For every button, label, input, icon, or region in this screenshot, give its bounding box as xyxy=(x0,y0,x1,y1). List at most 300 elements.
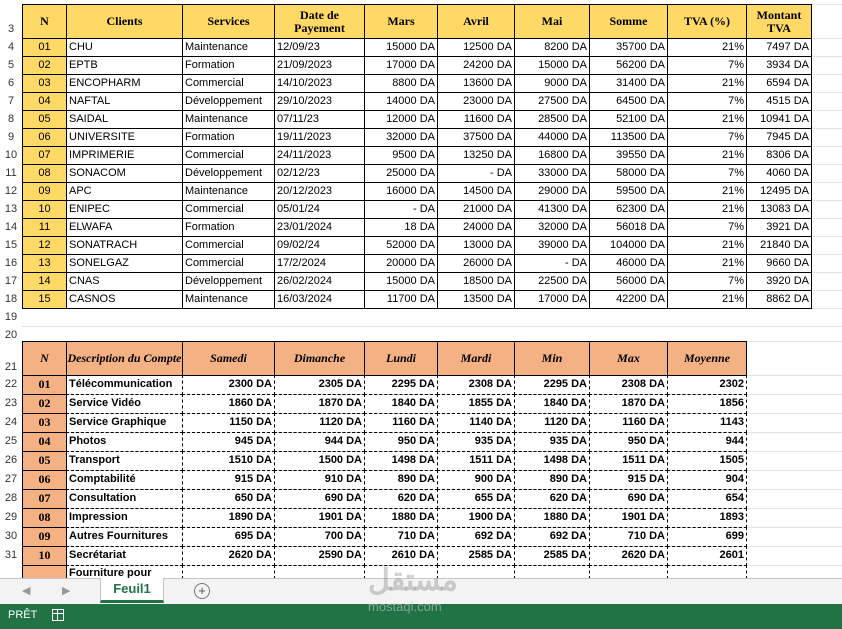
t2-cell-n[interactable]: 02 xyxy=(22,394,67,414)
t2-cell-max[interactable]: 915 DA xyxy=(589,470,668,490)
t1-header-mars: Mars xyxy=(364,4,438,39)
t2-cell-samedi[interactable]: 1890 DA xyxy=(182,508,275,528)
t2-cell-min[interactable]: 1498 DA xyxy=(514,451,590,471)
t1-cell-clients[interactable]: ENIPEC xyxy=(66,200,183,219)
t1-cell-clients[interactable]: NAFTAL xyxy=(66,92,183,111)
t1-cell-mars[interactable]: 17000 DA xyxy=(364,56,438,75)
t2-cell-empty[interactable] xyxy=(589,565,668,579)
t2-cell-lundi[interactable]: 620 DA xyxy=(364,489,438,509)
watermark-arabic: مستقل xyxy=(368,564,458,597)
t2-cell-mardi[interactable]: 2585 DA xyxy=(437,546,515,566)
t1-cell-mars[interactable]: - DA xyxy=(364,200,438,219)
row-number[interactable]: 23 xyxy=(4,397,18,409)
t2-cell-dimanche[interactable]: 700 DA xyxy=(274,527,365,547)
t1-header-avril: Avril xyxy=(437,4,515,39)
t1-cell-mai[interactable]: 44000 DA xyxy=(514,128,590,147)
t1-cell-mars[interactable]: 32000 DA xyxy=(364,128,438,147)
t1-cell-montant[interactable]: 10941 DA xyxy=(746,110,812,129)
t1-cell-avril[interactable]: 11600 DA xyxy=(437,110,515,129)
t2-cell-min[interactable]: 1880 DA xyxy=(514,508,590,528)
t2-cell-n[interactable]: 06 xyxy=(22,470,67,490)
t2-cell-moyenne[interactable]: 654 xyxy=(667,489,747,509)
t1-cell-mars[interactable]: 15000 DA xyxy=(364,272,438,291)
row-number[interactable]: 20 xyxy=(4,329,18,341)
t1-cell-avril[interactable]: 21000 DA xyxy=(437,200,515,219)
t2-cell-dimanche[interactable]: 1120 DA xyxy=(274,413,365,433)
t1-cell-montant[interactable]: 7497 DA xyxy=(746,38,812,57)
t2-cell-moyenne[interactable]: 1893 xyxy=(667,508,747,528)
t1-cell-montant[interactable]: 4515 DA xyxy=(746,92,812,111)
t1-cell-avril[interactable]: 12500 DA xyxy=(437,38,515,57)
t1-cell-n[interactable]: 15 xyxy=(22,290,67,309)
t1-cell-tva[interactable]: 21% xyxy=(667,38,747,57)
row-number[interactable]: 29 xyxy=(4,511,18,523)
t1-cell-montant[interactable]: 12495 DA xyxy=(746,182,812,201)
t1-cell-mai[interactable]: 15000 DA xyxy=(514,56,590,75)
row-number[interactable]: 10 xyxy=(4,149,18,161)
t1-cell-tva[interactable]: 21% xyxy=(667,146,747,165)
t1-cell-date[interactable]: 23/01/2024 xyxy=(274,218,365,237)
t1-cell-mai[interactable]: 39000 DA xyxy=(514,236,590,255)
t1-cell-tva[interactable]: 7% xyxy=(667,56,747,75)
t1-cell-n[interactable]: 10 xyxy=(22,200,67,219)
t1-cell-date[interactable]: 24/11/2023 xyxy=(274,146,365,165)
t1-cell-somme[interactable]: 42200 DA xyxy=(589,290,668,309)
t2-cell-empty[interactable] xyxy=(182,565,275,579)
t1-cell-clients[interactable]: CHU xyxy=(66,38,183,57)
t2-cell-desc[interactable]: Photos xyxy=(66,432,183,452)
t1-cell-avril[interactable]: 37500 DA xyxy=(437,128,515,147)
t1-cell-mai[interactable]: 17000 DA xyxy=(514,290,590,309)
t2-cell-dimanche[interactable]: 944 DA xyxy=(274,432,365,452)
t1-cell-somme[interactable]: 46000 DA xyxy=(589,254,668,273)
t1-cell-tva[interactable]: 21% xyxy=(667,200,747,219)
t1-cell-somme[interactable]: 31400 DA xyxy=(589,74,668,93)
t1-cell-n[interactable]: 12 xyxy=(22,236,67,255)
t2-cell-min[interactable]: 2295 DA xyxy=(514,375,590,395)
t1-cell-avril[interactable]: - DA xyxy=(437,164,515,183)
t1-cell-services[interactable]: Développement xyxy=(182,92,275,111)
t1-cell-mai[interactable]: 28500 DA xyxy=(514,110,590,129)
t2-cell-max[interactable]: 2620 DA xyxy=(589,546,668,566)
t2-cell-desc[interactable]: Comptabilité xyxy=(66,470,183,490)
t1-header-montant: Montant TVA xyxy=(746,4,812,39)
t2-cell-mardi[interactable]: 1900 DA xyxy=(437,508,515,528)
row-number[interactable]: 24 xyxy=(4,416,18,428)
t2-cell-mardi[interactable]: 1855 DA xyxy=(437,394,515,414)
t1-cell-somme[interactable]: 56200 DA xyxy=(589,56,668,75)
t2-cell-samedi[interactable]: 1510 DA xyxy=(182,451,275,471)
t2-cell-empty[interactable] xyxy=(514,565,590,579)
t1-header-services: Services xyxy=(182,4,275,39)
t1-cell-clients[interactable]: SONELGAZ xyxy=(66,254,183,273)
t1-cell-date[interactable]: 07/11/23 xyxy=(274,110,365,129)
t1-cell-somme[interactable]: 35700 DA xyxy=(589,38,668,57)
scroll-left-icon[interactable]: ◀ xyxy=(22,585,31,597)
t2-cell-mardi[interactable]: 1140 DA xyxy=(437,413,515,433)
t2-cell-min[interactable]: 935 DA xyxy=(514,432,590,452)
t2-cell-n[interactable]: 08 xyxy=(22,508,67,528)
t2-partial-desc[interactable]: Fourniture pour xyxy=(66,565,183,579)
t1-cell-date[interactable]: 02/12/23 xyxy=(274,164,365,183)
t1-cell-somme[interactable]: 56000 DA xyxy=(589,272,668,291)
t1-cell-mars[interactable]: 25000 DA xyxy=(364,164,438,183)
t1-cell-n[interactable]: 06 xyxy=(22,128,67,147)
t1-cell-montant[interactable]: 21840 DA xyxy=(746,236,812,255)
watermark-latin: mostaql.com xyxy=(368,599,442,614)
t2-cell-lundi[interactable]: 2610 DA xyxy=(364,546,438,566)
t1-cell-tva[interactable]: 7% xyxy=(667,218,747,237)
plus-circle-icon[interactable]: + xyxy=(194,583,210,599)
t2-cell-lundi[interactable]: 710 DA xyxy=(364,527,438,547)
t1-cell-montant[interactable]: 3920 DA xyxy=(746,272,812,291)
t1-cell-mai[interactable]: 32000 DA xyxy=(514,218,590,237)
t1-cell-n[interactable]: 13 xyxy=(22,254,67,273)
t2-cell-mardi[interactable]: 2308 DA xyxy=(437,375,515,395)
row-number[interactable]: 4 xyxy=(7,41,15,53)
t1-cell-avril[interactable]: 26000 DA xyxy=(437,254,515,273)
t2-cell-max[interactable]: 710 DA xyxy=(589,527,668,547)
t1-cell-avril[interactable]: 14500 DA xyxy=(437,182,515,201)
t2-cell-samedi[interactable]: 2300 DA xyxy=(182,375,275,395)
t1-cell-clients[interactable]: SAIDAL xyxy=(66,110,183,129)
row-number[interactable]: 14 xyxy=(4,221,18,233)
t2-cell-n[interactable]: 10 xyxy=(22,546,67,566)
t1-cell-montant[interactable]: 4060 DA xyxy=(746,164,812,183)
t2-cell-moyenne[interactable]: 944 xyxy=(667,432,747,452)
t1-cell-services[interactable]: Commercial xyxy=(182,74,275,93)
row-number[interactable]: 17 xyxy=(4,275,18,287)
t1-cell-clients[interactable]: CNAS xyxy=(66,272,183,291)
row-number[interactable]: 8 xyxy=(7,113,15,125)
t1-cell-date[interactable]: 19/11/2023 xyxy=(274,128,365,147)
row-number[interactable]: 31 xyxy=(4,549,18,561)
t1-cell-clients[interactable]: IMPRIMERIE xyxy=(66,146,183,165)
row-number[interactable]: 18 xyxy=(4,293,18,305)
t2-cell-moyenne[interactable]: 2601 xyxy=(667,546,747,566)
t1-cell-avril[interactable]: 13600 DA xyxy=(437,74,515,93)
t1-cell-clients[interactable]: SONATRACH xyxy=(66,236,183,255)
row-number[interactable]: 25 xyxy=(4,435,18,447)
t2-header-desc: Description du Compte xyxy=(66,341,183,376)
t1-cell-date[interactable]: 14/10/2023 xyxy=(274,74,365,93)
t1-cell-date[interactable]: 29/10/2023 xyxy=(274,92,365,111)
t2-cell-moyenne[interactable]: 1856 xyxy=(667,394,747,414)
t1-cell-mai[interactable]: 8200 DA xyxy=(514,38,590,57)
t2-cell-moyenne[interactable]: 2302 xyxy=(667,375,747,395)
t2-cell-samedi[interactable]: 915 DA xyxy=(182,470,275,490)
t1-cell-services[interactable]: Commercial xyxy=(182,254,275,273)
t2-cell-dimanche[interactable]: 2305 DA xyxy=(274,375,365,395)
row-number[interactable]: 12 xyxy=(4,185,18,197)
t1-header-clients: Clients xyxy=(66,4,183,39)
t2-cell-min[interactable]: 1120 DA xyxy=(514,413,590,433)
t1-cell-mai[interactable]: 41300 DA xyxy=(514,200,590,219)
t1-cell-mars[interactable]: 14000 DA xyxy=(364,92,438,111)
t1-header-n: N xyxy=(22,4,67,39)
t1-cell-somme[interactable]: 62300 DA xyxy=(589,200,668,219)
t1-cell-mars[interactable]: 16000 DA xyxy=(364,182,438,201)
t2-cell-desc[interactable]: Secrétariat xyxy=(66,546,183,566)
t2-cell-max[interactable]: 2308 DA xyxy=(589,375,668,395)
t2-cell-lundi[interactable]: 1880 DA xyxy=(364,508,438,528)
t1-cell-tva[interactable]: 7% xyxy=(667,272,747,291)
t2-cell-mardi[interactable]: 1511 DA xyxy=(437,451,515,471)
t2-cell-min[interactable]: 1840 DA xyxy=(514,394,590,414)
t1-cell-avril[interactable]: 24200 DA xyxy=(437,56,515,75)
t1-cell-n[interactable]: 04 xyxy=(22,92,67,111)
t1-cell-somme[interactable]: 113500 DA xyxy=(589,128,668,147)
gridline xyxy=(22,326,842,327)
t1-cell-somme[interactable]: 56018 DA xyxy=(589,218,668,237)
t2-cell-max[interactable]: 1901 DA xyxy=(589,508,668,528)
t2-cell-mardi[interactable]: 655 DA xyxy=(437,489,515,509)
t1-cell-n[interactable]: 11 xyxy=(22,218,67,237)
t1-cell-avril[interactable]: 13500 DA xyxy=(437,290,515,309)
t2-cell-max[interactable]: 1870 DA xyxy=(589,394,668,414)
t1-cell-mars[interactable]: 20000 DA xyxy=(364,254,438,273)
row-number[interactable]: 27 xyxy=(4,473,18,485)
t2-cell-samedi[interactable]: 650 DA xyxy=(182,489,275,509)
t2-cell-max[interactable]: 950 DA xyxy=(589,432,668,452)
t2-cell-lundi[interactable]: 890 DA xyxy=(364,470,438,490)
t1-cell-mars[interactable]: 18 DA xyxy=(364,218,438,237)
t2-cell-dimanche[interactable]: 1870 DA xyxy=(274,394,365,414)
t1-cell-date[interactable]: 26/02/2024 xyxy=(274,272,365,291)
t1-header-date: Date de Payement xyxy=(274,4,365,39)
row-number[interactable]: 13 xyxy=(4,203,18,215)
t1-cell-mars[interactable]: 12000 DA xyxy=(364,110,438,129)
t1-cell-n[interactable]: 14 xyxy=(22,272,67,291)
t1-cell-montant[interactable]: 3934 DA xyxy=(746,56,812,75)
row-number[interactable]: 26 xyxy=(4,454,18,466)
row-number[interactable]: 22 xyxy=(4,378,18,390)
t1-cell-date[interactable]: 12/09/23 xyxy=(274,38,365,57)
t2-cell-desc[interactable]: Consultation xyxy=(66,489,183,509)
t2-cell-lundi[interactable]: 2295 DA xyxy=(364,375,438,395)
t1-cell-montant[interactable]: 3921 DA xyxy=(746,218,812,237)
t1-cell-tva[interactable]: 21% xyxy=(667,110,747,129)
t1-cell-n[interactable]: 02 xyxy=(22,56,67,75)
t1-cell-tva[interactable]: 21% xyxy=(667,254,747,273)
t1-cell-services[interactable]: Formation xyxy=(182,218,275,237)
t1-cell-mai[interactable]: 33000 DA xyxy=(514,164,590,183)
t1-cell-tva[interactable]: 21% xyxy=(667,236,747,255)
t1-cell-montant[interactable]: 7945 DA xyxy=(746,128,812,147)
t1-cell-avril[interactable]: 13250 DA xyxy=(437,146,515,165)
t2-cell-moyenne[interactable]: 904 xyxy=(667,470,747,490)
t1-cell-date[interactable]: 20/12/2023 xyxy=(274,182,365,201)
t2-cell-mardi[interactable]: 935 DA xyxy=(437,432,515,452)
t1-cell-clients[interactable]: UNIVERSITE xyxy=(66,128,183,147)
t1-cell-mars[interactable]: 8800 DA xyxy=(364,74,438,93)
t2-header-mardi: Mardi xyxy=(437,341,515,376)
t1-cell-mars[interactable]: 11700 DA xyxy=(364,290,438,309)
t1-cell-montant[interactable]: 8306 DA xyxy=(746,146,812,165)
t2-cell-dimanche[interactable]: 2590 DA xyxy=(274,546,365,566)
t1-cell-tva[interactable]: 7% xyxy=(667,164,747,183)
t1-cell-date[interactable]: 17/2/2024 xyxy=(274,254,365,273)
row-number[interactable]: 15 xyxy=(4,239,18,251)
t2-cell-empty[interactable] xyxy=(274,565,365,579)
t1-cell-services[interactable]: Formation xyxy=(182,56,275,75)
t2-cell-samedi[interactable]: 1150 DA xyxy=(182,413,275,433)
t1-cell-n[interactable]: 03 xyxy=(22,74,67,93)
t2-cell-n[interactable]: 07 xyxy=(22,489,67,509)
t2-cell-moyenne[interactable]: 1505 xyxy=(667,451,747,471)
t2-cell-max[interactable]: 1160 DA xyxy=(589,413,668,433)
t1-cell-services[interactable]: Formation xyxy=(182,128,275,147)
t1-cell-somme[interactable]: 59500 DA xyxy=(589,182,668,201)
t1-cell-mai[interactable]: - DA xyxy=(514,254,590,273)
row-number[interactable]: 6 xyxy=(7,77,15,89)
t2-cell-mardi[interactable]: 900 DA xyxy=(437,470,515,490)
t1-cell-mai[interactable]: 29000 DA xyxy=(514,182,590,201)
t1-cell-tva[interactable]: 7% xyxy=(667,128,747,147)
t1-cell-services[interactable]: Maintenance xyxy=(182,110,275,129)
t1-cell-clients[interactable]: ENCOPHARM xyxy=(66,74,183,93)
t1-cell-clients[interactable]: ELWAFA xyxy=(66,218,183,237)
t1-cell-somme[interactable]: 58000 DA xyxy=(589,164,668,183)
t2-cell-dimanche[interactable]: 910 DA xyxy=(274,470,365,490)
t1-cell-montant[interactable]: 8862 DA xyxy=(746,290,812,309)
t1-cell-mars[interactable]: 9500 DA xyxy=(364,146,438,165)
t2-cell-n[interactable]: 05 xyxy=(22,451,67,471)
t2-cell-dimanche[interactable]: 1500 DA xyxy=(274,451,365,471)
t1-cell-date[interactable]: 05/01/24 xyxy=(274,200,365,219)
t1-cell-services[interactable]: Commercial xyxy=(182,146,275,165)
t2-header-dimanche: Dimanche xyxy=(274,341,365,376)
t1-cell-mars[interactable]: 15000 DA xyxy=(364,38,438,57)
t1-cell-avril[interactable]: 13000 DA xyxy=(437,236,515,255)
t2-cell-moyenne[interactable]: 699 xyxy=(667,527,747,547)
t2-cell-desc[interactable]: Autres Fournitures xyxy=(66,527,183,547)
row-number[interactable]: 28 xyxy=(4,492,18,504)
t1-cell-clients[interactable]: EPTB xyxy=(66,56,183,75)
t1-cell-clients[interactable]: SONACOM xyxy=(66,164,183,183)
row-number[interactable]: 9 xyxy=(7,131,15,143)
t2-cell-desc[interactable]: Impression xyxy=(66,508,183,528)
t2-cell-mardi[interactable]: 692 DA xyxy=(437,527,515,547)
t2-cell-n[interactable] xyxy=(22,565,67,579)
t1-cell-avril[interactable]: 23000 DA xyxy=(437,92,515,111)
row-number[interactable]: 7 xyxy=(7,95,15,107)
t2-cell-samedi[interactable]: 1860 DA xyxy=(182,394,275,414)
t1-cell-mai[interactable]: 22500 DA xyxy=(514,272,590,291)
t2-cell-n[interactable]: 09 xyxy=(22,527,67,547)
t2-cell-lundi[interactable]: 950 DA xyxy=(364,432,438,452)
t2-cell-min[interactable]: 620 DA xyxy=(514,489,590,509)
row-number[interactable]: 30 xyxy=(4,530,18,542)
t2-cell-desc[interactable]: Transport xyxy=(66,451,183,471)
status-ready: PRÊT xyxy=(8,609,38,621)
t1-cell-somme[interactable]: 104000 DA xyxy=(589,236,668,255)
t1-cell-somme[interactable]: 64500 DA xyxy=(589,92,668,111)
t1-cell-services[interactable]: Développement xyxy=(182,272,275,291)
t2-cell-max[interactable]: 1511 DA xyxy=(589,451,668,471)
t2-cell-samedi[interactable]: 945 DA xyxy=(182,432,275,452)
t1-cell-n[interactable]: 07 xyxy=(22,146,67,165)
row-number[interactable]: 21 xyxy=(4,361,18,373)
sheet-tab-feuil1[interactable] xyxy=(100,578,164,603)
t1-cell-mai[interactable]: 16800 DA xyxy=(514,146,590,165)
t2-cell-lundi[interactable]: 1498 DA xyxy=(364,451,438,471)
t1-cell-tva[interactable]: 7% xyxy=(667,92,747,111)
t2-cell-desc[interactable]: Service Graphique xyxy=(66,413,183,433)
t1-header-mai: Mai xyxy=(514,4,590,39)
t2-cell-moyenne[interactable]: 1143 xyxy=(667,413,747,433)
t1-cell-tva[interactable]: 21% xyxy=(667,74,747,93)
scroll-right-icon[interactable]: ▶ xyxy=(62,585,71,597)
t2-cell-desc[interactable]: Service Vidéo xyxy=(66,394,183,414)
t1-cell-montant[interactable]: 9660 DA xyxy=(746,254,812,273)
sheet-view-icon[interactable] xyxy=(52,609,64,621)
t2-cell-samedi[interactable]: 2620 DA xyxy=(182,546,275,566)
t1-cell-clients[interactable]: CASNOS xyxy=(66,290,183,309)
t2-cell-n[interactable]: 04 xyxy=(22,432,67,452)
t2-cell-dimanche[interactable]: 690 DA xyxy=(274,489,365,509)
t1-cell-date[interactable]: 09/02/24 xyxy=(274,236,365,255)
t1-cell-mai[interactable]: 27500 DA xyxy=(514,92,590,111)
row-number[interactable]: 11 xyxy=(5,167,17,179)
t1-cell-date[interactable]: 16/03/2024 xyxy=(274,290,365,309)
t1-cell-services[interactable]: Maintenance xyxy=(182,182,275,201)
t1-cell-n[interactable]: 08 xyxy=(22,164,67,183)
t2-cell-n[interactable]: 01 xyxy=(22,375,67,395)
t2-cell-lundi[interactable]: 1840 DA xyxy=(364,394,438,414)
t1-cell-avril[interactable]: 24000 DA xyxy=(437,218,515,237)
t1-cell-mars[interactable]: 52000 DA xyxy=(364,236,438,255)
t2-cell-lundi[interactable]: 1160 DA xyxy=(364,413,438,433)
t1-cell-n[interactable]: 01 xyxy=(22,38,67,57)
t1-cell-n[interactable]: 05 xyxy=(22,110,67,129)
t2-cell-min[interactable]: 692 DA xyxy=(514,527,590,547)
t2-cell-empty[interactable] xyxy=(667,565,747,579)
t2-cell-max[interactable]: 690 DA xyxy=(589,489,668,509)
t2-cell-min[interactable]: 890 DA xyxy=(514,470,590,490)
t1-cell-avril[interactable]: 18500 DA xyxy=(437,272,515,291)
row-number[interactable]: 16 xyxy=(4,257,18,269)
sheet-tab-label: Feuil1 xyxy=(113,581,151,596)
t2-cell-samedi[interactable]: 695 DA xyxy=(182,527,275,547)
t2-header-moyenne: Moyenne xyxy=(667,341,747,376)
t1-cell-tva[interactable]: 21% xyxy=(667,182,747,201)
t1-cell-services[interactable]: Développement xyxy=(182,164,275,183)
t1-cell-tva[interactable]: 21% xyxy=(667,290,747,309)
t2-cell-desc[interactable]: Télécommunication xyxy=(66,375,183,395)
t1-cell-date[interactable]: 21/09/2023 xyxy=(274,56,365,75)
t2-cell-n[interactable]: 03 xyxy=(22,413,67,433)
t1-cell-clients[interactable]: APC xyxy=(66,182,183,201)
t1-cell-montant[interactable]: 6594 DA xyxy=(746,74,812,93)
t1-cell-mai[interactable]: 9000 DA xyxy=(514,74,590,93)
row-number[interactable]: 3 xyxy=(7,23,15,35)
t1-cell-somme[interactable]: 39550 DA xyxy=(589,146,668,165)
row-number[interactable]: 19 xyxy=(4,311,18,323)
t1-cell-montant[interactable]: 13083 DA xyxy=(746,200,812,219)
t1-cell-services[interactable]: Commercial xyxy=(182,236,275,255)
t1-cell-services[interactable]: Maintenance xyxy=(182,290,275,309)
t1-cell-somme[interactable]: 52100 DA xyxy=(589,110,668,129)
t1-cell-services[interactable]: Maintenance xyxy=(182,38,275,57)
t1-cell-n[interactable]: 09 xyxy=(22,182,67,201)
t1-header-somme: Somme xyxy=(589,4,668,39)
row-number[interactable]: 5 xyxy=(7,59,15,71)
t2-cell-min[interactable]: 2585 DA xyxy=(514,546,590,566)
t2-header-max: Max xyxy=(589,341,668,376)
t2-cell-dimanche[interactable]: 1901 DA xyxy=(274,508,365,528)
t1-cell-services[interactable]: Commercial xyxy=(182,200,275,219)
